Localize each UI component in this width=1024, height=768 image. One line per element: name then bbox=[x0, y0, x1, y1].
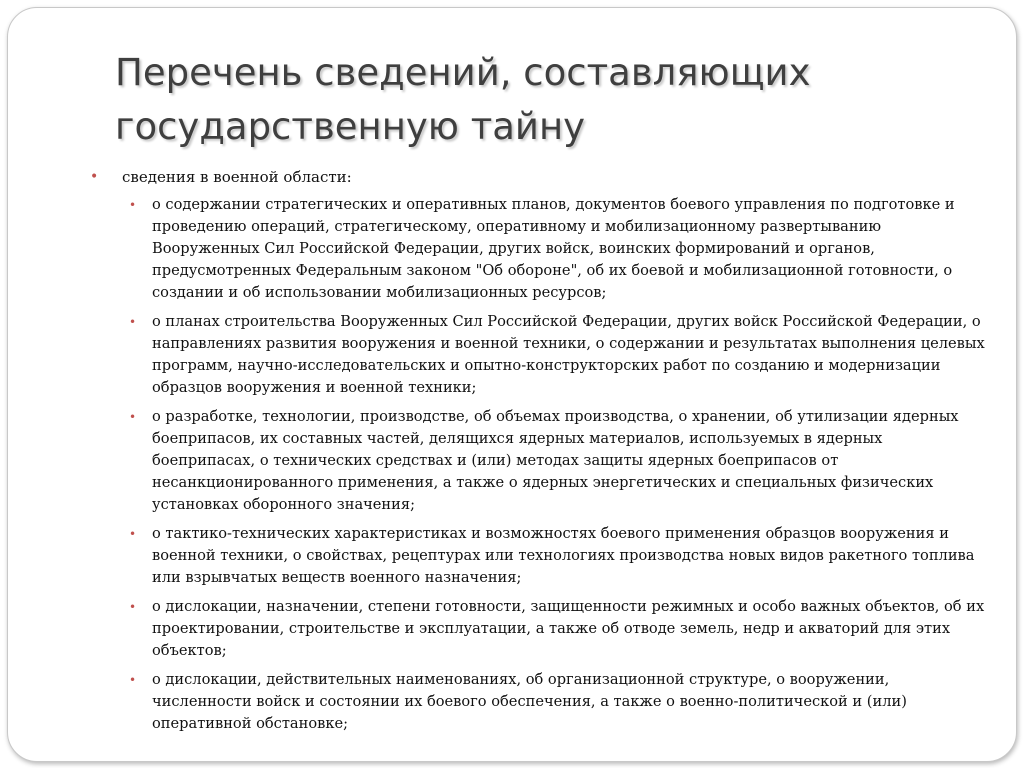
sub-list-item bbox=[129, 523, 987, 589]
sub-list-item bbox=[129, 596, 987, 662]
sub-list-item-text: о тактико-технических характеристиках и возможностях боевого применения образцов вооружения и военной техники, о свойствах, рецептурах или технологиях производства новых видов ракетного топлива или взрывчатых веществ военного назначения; bbox=[152, 525, 975, 586]
sub-list-item bbox=[129, 194, 987, 304]
bullet-icon: • bbox=[129, 198, 137, 212]
sub-list-item bbox=[129, 669, 987, 735]
sub-list-item-text: о дислокации, назначении, степени готовности, защищенности режимных и особо важных объектов, об их проектировании, строительстве и эксплуатации, а также об отводе земель, недр и акваторий для этих объектов; bbox=[152, 598, 985, 659]
main-list-item bbox=[90, 167, 1000, 188]
main-list-item-text: сведения в военной области: bbox=[122, 168, 352, 186]
sub-list-item bbox=[129, 406, 987, 516]
sub-list-item-text: о содержании стратегических и оперативных планов, документов боевого управления по подготовке и проведению операций, стратегическому, оперативному и мобилизационному развертыванию Вооруженных Сил Российской Федерации, других войск, воинских формирований и органов, предусмотренных Федеральным законом "Об обороне", об их боевой и мобилизационной готовности, о создании и об использовании мобилизационных ресурсов; bbox=[152, 196, 955, 301]
sub-list-item bbox=[129, 311, 987, 399]
bullet-icon: • bbox=[129, 410, 137, 424]
sub-list-item-text: о дислокации, действительных наименованиях, об организационной структуре, о вооружении, численности войск и состоянии их боевого обеспечения, а также о военно-политической и (или) оперативной обстановке; bbox=[152, 671, 907, 732]
slide-content bbox=[0, 167, 1000, 742]
bullet-icon: • bbox=[129, 527, 137, 541]
sub-list-item-text: о планах строительства Вооруженных Сил Российской Федерации, других войск Российской Федерации, о направлениях развития вооружения и военной техники, о содержании и результатах выполнения целевых программ, научно-исследовательских и опытно-конструкторских работ по созданию и модернизации образцов вооружения и военной техники; bbox=[152, 313, 985, 396]
bullet-icon: • bbox=[90, 169, 99, 185]
bullet-icon: • bbox=[129, 600, 137, 614]
bullet-icon: • bbox=[129, 315, 137, 329]
bullet-icon: • bbox=[129, 673, 137, 687]
sub-list-item-text: о разработке, технологии, производстве, об объемах производства, о хранении, об утилизации ядерных боеприпасов, их составных частей, делящихся ядерных материалов, используемых в ядерных боеприпасах, о технических средствах и (или) методах защиты ядерных боеприпасов от несанкционированного применения, а также о ядерных энергетических и специальных физических установках оборонного значения; bbox=[152, 408, 959, 513]
slide-title: Перечень сведений, составляющих государственную тайну bbox=[115, 51, 811, 148]
sub-list bbox=[0, 194, 1000, 735]
